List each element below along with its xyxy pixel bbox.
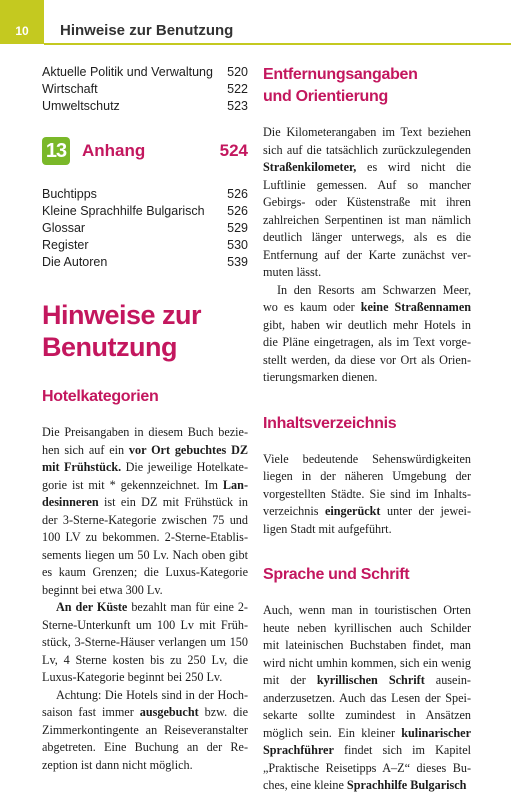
toc-entry-label: Register (42, 238, 89, 252)
toc-entry-page: 539 (227, 255, 248, 269)
paragraph (42, 687, 248, 775)
chapter-title: Anhang (82, 141, 146, 160)
body-text-run: Die jeweilige Hotelkategorie ist mit * gekennzeichnet. Im (42, 460, 249, 492)
page-number: 10 (15, 24, 29, 38)
header-rule (44, 43, 511, 45)
toc-entry (42, 64, 248, 81)
body-text-run: Die Preisangaben in diesem Buch beziehen sich auf ein (42, 425, 248, 457)
section-body-language (263, 602, 471, 795)
body-text-run: es wird nicht die Luftlinie gemessen. Auf so mancher Gebirgs- oder Küstenstraße mit ihren zahlreichen Serpentinen ist man nämlich deutlich länger unterwegs, als es die Entfernung auf der Karte zunächst vermuten lässt. (263, 160, 471, 279)
toc-entry-page: 523 (227, 99, 248, 113)
toc-entry (42, 220, 248, 237)
section-language (263, 564, 471, 795)
section-heading-distances (263, 64, 471, 108)
running-title: Hinweise zur Benutzung (60, 22, 234, 39)
emphasis-text: Sprachhilfe Bulgarisch (346, 778, 467, 792)
section-index (263, 413, 471, 539)
body-text-run: auseinanderzusetzen. Auch das Lesen der Speisekarte sollte zumindest in Ansätzen möglich sein. Ein kleiner (263, 673, 471, 740)
section-heading-language: Sprache und Schrift (263, 566, 410, 583)
toc-entry-page: 520 (227, 65, 248, 79)
body-text-run: Die Kilometerangaben im Text beziehen sich auf die tatsächlich zurückzulegenden (263, 125, 471, 157)
paragraph (263, 124, 471, 282)
right-column (263, 64, 471, 795)
toc-entry (42, 203, 248, 220)
chapter-heading (42, 137, 248, 165)
section-heading-index: Inhaltsverzeichnis (263, 414, 397, 432)
section-heading-hotel: Hotelkategorien (42, 388, 159, 405)
page-title (42, 299, 248, 363)
paragraph (263, 282, 471, 387)
body-text-run: gibt, haben wir deutlich mehr Hotels in die Pläne eingetragen, als im Text vorgestellt werden, da diese vor Ort als Orientierungsmarken dienen. (263, 317, 471, 384)
chapter-page: 524 (219, 141, 248, 160)
toc-entry-label: Die Autoren (42, 255, 108, 269)
toc-list-bottom (42, 186, 248, 271)
page-title-line: Benutzung (42, 332, 177, 362)
page-title-line: Hinweise zur (42, 300, 202, 330)
emphasis-text: An der Küste (56, 600, 128, 614)
toc-entry-label: Aktuelle Politik und Verwaltung (42, 65, 213, 79)
emphasis-text: Landesinneren (42, 477, 248, 509)
section-body-index (263, 451, 471, 539)
section-distances (263, 64, 471, 387)
emphasis-text: Straßenkilometer, (263, 160, 357, 174)
toc-entry-page: 529 (227, 221, 248, 235)
emphasis-text: keine Straßennamen (360, 300, 472, 314)
toc-entry-label: Umweltschutz (42, 99, 120, 113)
toc-entry-page: 526 (227, 204, 248, 218)
toc-entry (42, 186, 248, 203)
body-text-run: bzw. die Zimmerkontingente an Reiseveranstalter abgetreten. Eine Buchung an der Rezeption ist dann nicht möglich. (42, 705, 248, 772)
section-heading-line: und Orientierung (263, 88, 388, 105)
body-text-run: Achtung: Die Hotels sind in der Hochsaison fast immer (42, 687, 248, 719)
section-body-distances (263, 124, 471, 387)
emphasis-text: eingerückt (324, 504, 381, 518)
toc-entry-page: 530 (227, 238, 248, 252)
toc-entry (42, 254, 248, 271)
toc-entry (42, 98, 248, 115)
chapter-number-badge: 13 (42, 137, 70, 165)
body-text-run: findet sich im Kapitel „Praktische Reisetipps A–Z“ dieses Buches, eine kleine (263, 743, 471, 792)
paragraph (263, 602, 471, 795)
body-text-run: bezahlt man für eine 2-Sterne-Unterkunft um 100 Lv mit Frühstück, 3-Sterne-Häuser verlangen um 150 Lv, 4 Sterne kosten bis zu 250 Lv, die Luxus-Kategorie beginnt bei 250 Lv. (42, 600, 248, 684)
body-text-run: In den Resorts am Schwarzen Meer, wo es kaum oder (263, 282, 471, 314)
toc-entry-label: Buchtipps (42, 187, 97, 201)
toc-entry-page: 526 (227, 187, 248, 201)
toc-entry-page: 522 (227, 82, 248, 96)
toc-entry-label: Wirtschaft (42, 82, 98, 96)
body-text-run: unter der jeweiligen Stadt mit aufgeführt. (263, 504, 471, 536)
emphasis-text: vor Ort gebuchtes DZ mit Frühstück. (42, 442, 249, 474)
emphasis-text: kyrillischen Schrift (316, 673, 425, 687)
paragraph (42, 599, 248, 687)
body-text-run: ist ein DZ mit Frühstück in der 3-Sterne-Kategorie zwischen 75 und 100 LV zu bekommen. 2-Sterne-Etablissements liegen um 50 Lv. Nach oben gibt es kaum Grenzen; die Luxus-Kategorie beginnt bei etwa 300 Lv. (42, 495, 248, 597)
emphasis-text: ausgebucht (139, 705, 199, 719)
toc-entry-label: Glossar (42, 221, 86, 235)
toc-entry-label: Kleine Sprachhilfe Bulgarisch (42, 204, 205, 218)
body-text-run: Viele bedeutende Sehenswürdigkeiten liegen in der näheren Umgebung der vorgestellten Städte. Sie sind im Inhaltsverzeichnis (263, 451, 471, 518)
paragraph (263, 451, 471, 539)
body-text-run: Auch, wenn man in touristischen Orten heute neben kyrillischen auch Schilder mit lateinischen Buchstaben findet, man wird nicht umhin kommen, sich ein wenig mit der (263, 603, 471, 687)
section-heading-line: Entfernungsangaben (263, 66, 418, 83)
section-body-hotel (42, 424, 248, 774)
page-number-box (0, 0, 44, 44)
toc-entry (42, 237, 248, 254)
paragraph (42, 424, 248, 599)
emphasis-text: kulinarischer Sprachführer (263, 725, 471, 757)
toc-entry (42, 81, 248, 98)
left-column (42, 64, 248, 774)
toc-list-top (42, 64, 248, 115)
page-header (0, 0, 511, 44)
